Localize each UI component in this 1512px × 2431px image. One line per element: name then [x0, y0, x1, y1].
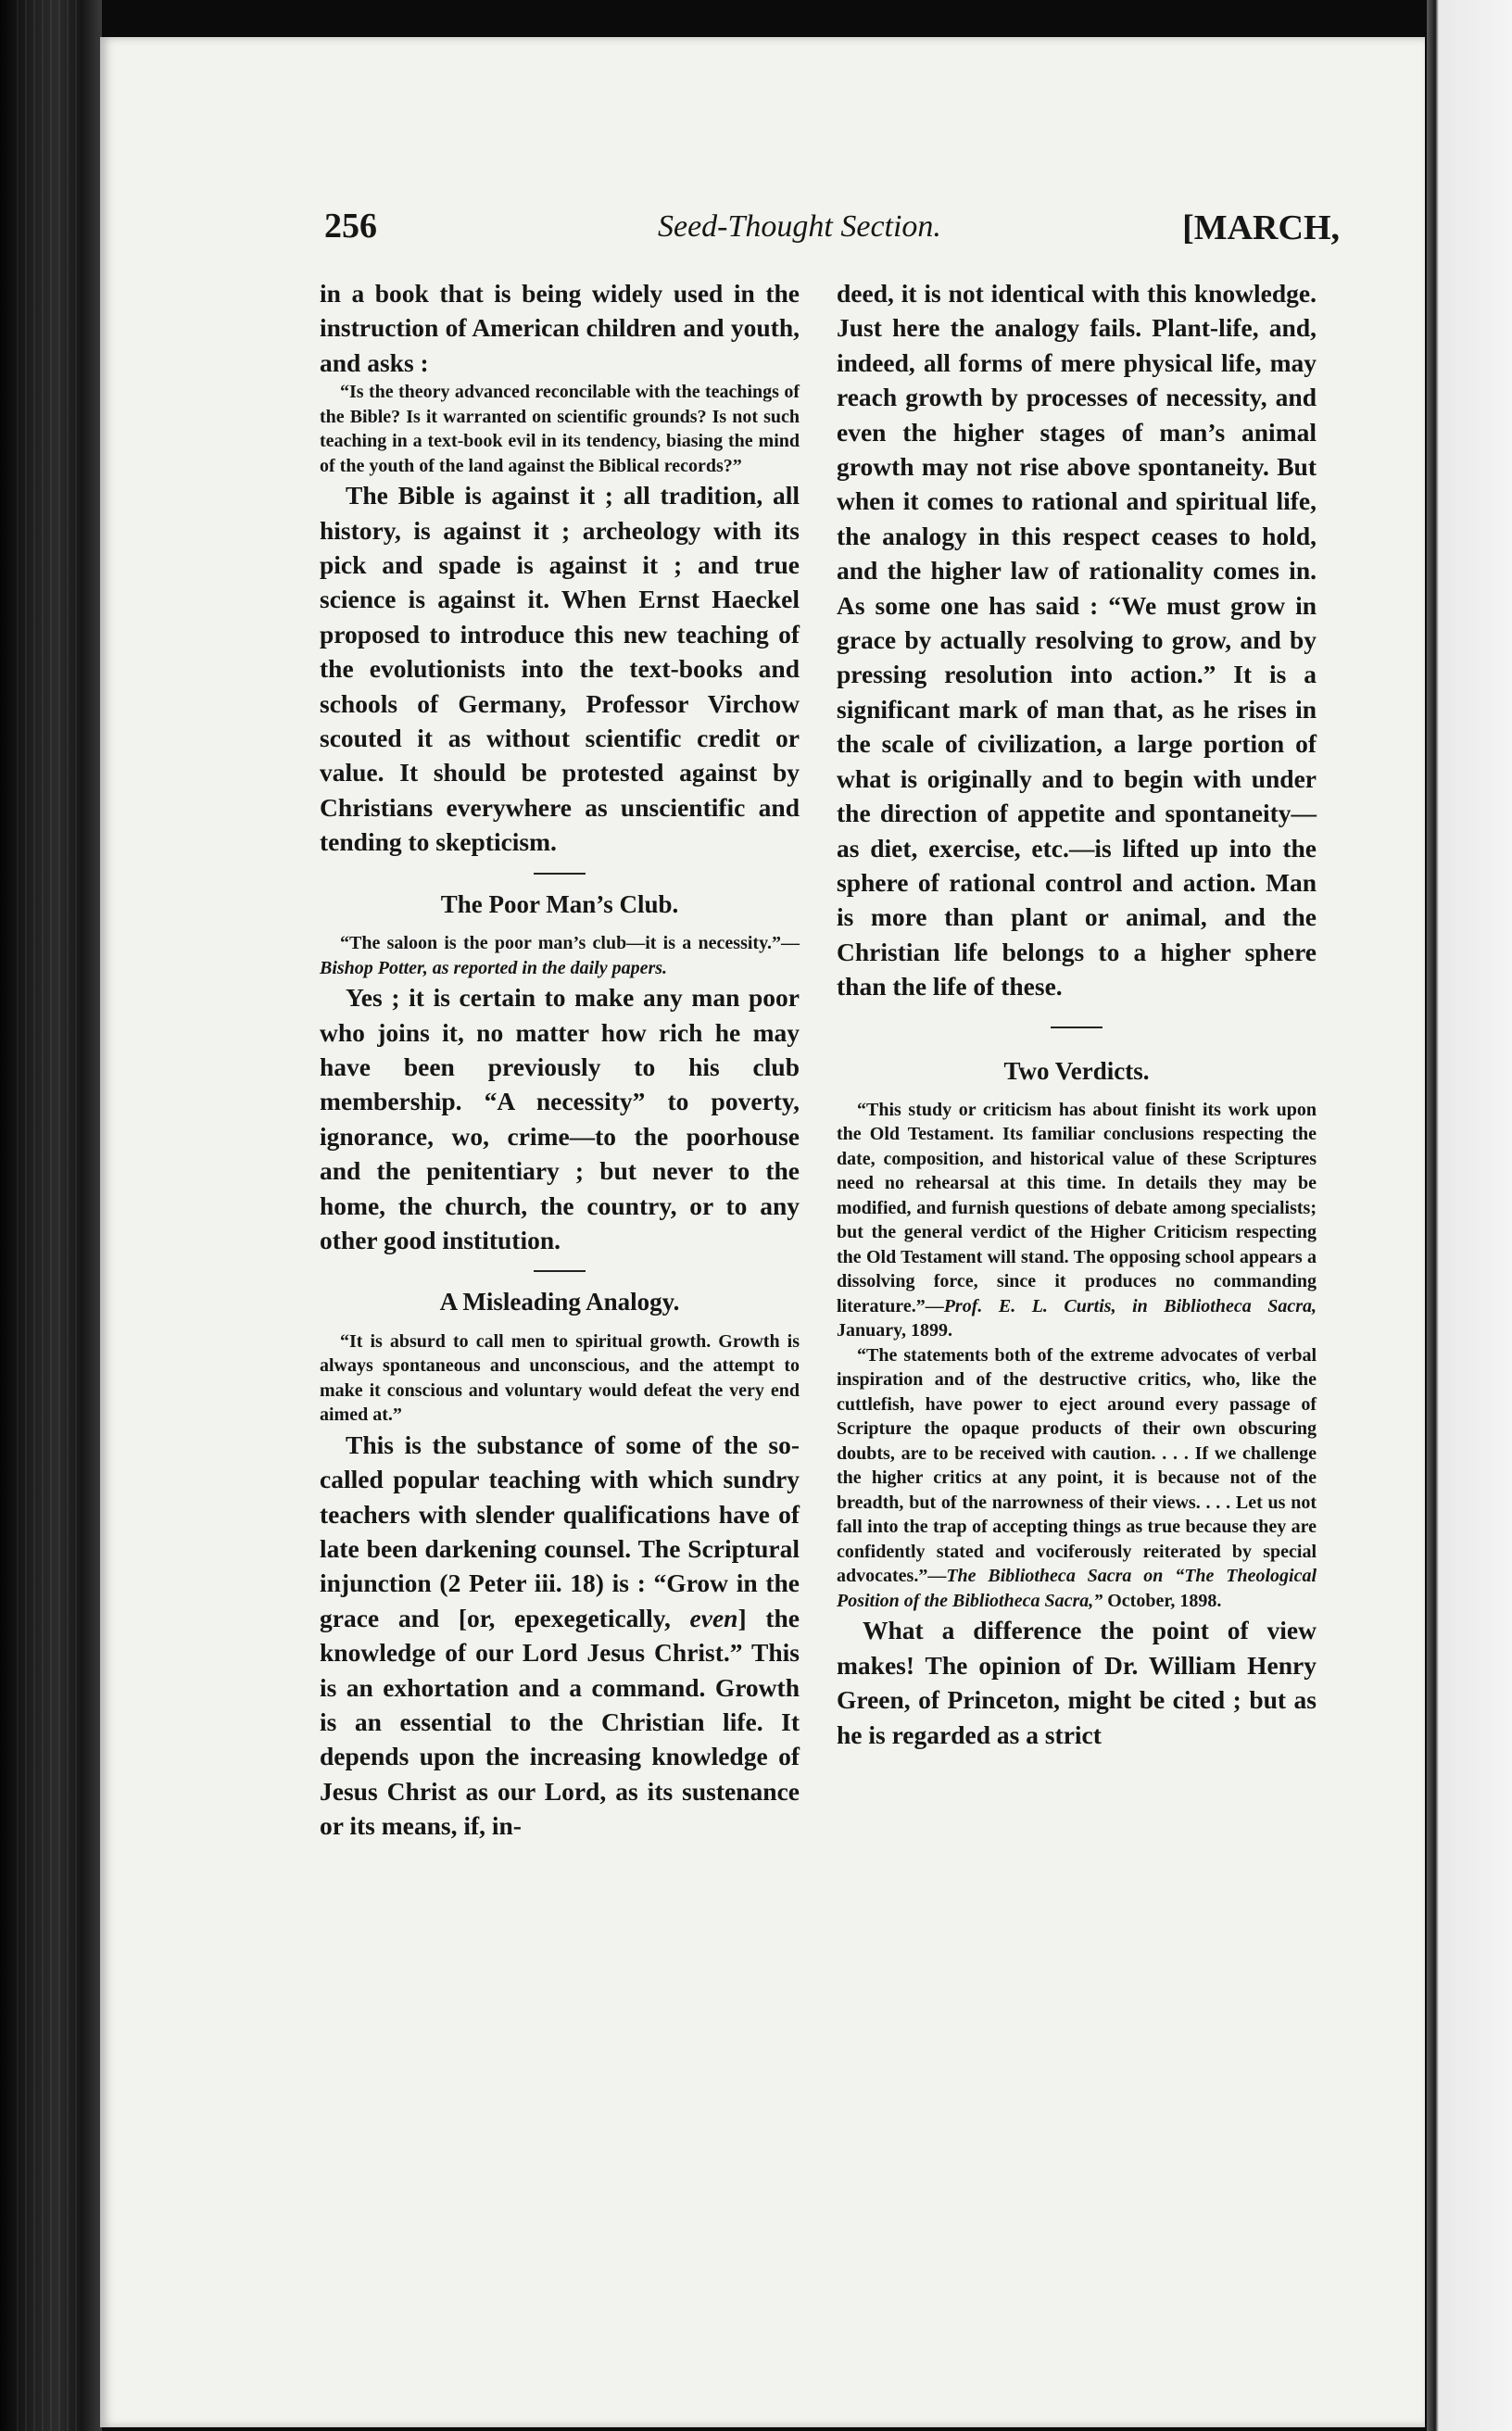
block-quote	[837, 1098, 1317, 1343]
paragraph-text: ] the knowledge of our Lord Jesus Christ.” This is an exhortation and a command. Growth is an essential to the Christian life. It depends upon the increasing knowledge of Jesus Christ as our Lord, as its sustenance or its means, if, in-	[320, 1603, 800, 1841]
paragraph: Yes ; it is certain to make any man poor who joins it, no matter how rich he may have been previously to his club membership. “A necessity” to poverty, ignorance, wo, crime—to the poorhouse and the penitentiary ; but never to the home, the church, the country, or to any other good institution.	[320, 983, 800, 1254]
quote-text: “The statements both of the extreme advocates of verbal inspiration and of the destructive critics, who, like the cuttlefish, have power to eject around every passage of Scripture the opaque products of their own obscuring doubts, are to be received with caution. . . . If we challenge the higher critics at any point, it is because not of the breadth, but of the narrowness of their views. . . . Let us not fall into the trap of accepting things as true because they are confidently stated and vociferously reiterated by special advocates.”—	[837, 1344, 1317, 1587]
paragraph: The Bible is against it ; all tradition, all history, is against it ; archeology with its pick and spade is against it ; and true science is against it. When Ernst Haeckel proposed to introduce this new teaching of the evolutionists into the text-books and schools of Germany, Professor Virchow scouted it as without scientific credit or value. It should be protested against by Christians everywhere as unscientific and tending to skepticism.	[320, 481, 800, 857]
quote-source: Bishop Potter, as reported in the daily papers.	[320, 957, 668, 978]
binding-texture	[17, 0, 82, 2431]
page-number: 256	[324, 207, 377, 246]
quote-date: October, 1898.	[1102, 1590, 1222, 1611]
left-column	[320, 276, 800, 1844]
paragraph	[320, 1428, 800, 1844]
quote-source: The Bibliotheca Sacra on “The Theological Position of the Bibliotheca Sacra,”	[837, 1566, 1317, 1611]
page-header	[324, 206, 1340, 261]
quote-date: January, 1899.	[837, 1320, 953, 1341]
paragraph: What a difference the point of view makes! The opinion of Dr. William Henry Green, of Princeton, might be cited ; but as he is regarded as a strict	[837, 1616, 1317, 1749]
running-head: Seed-Thought Section.	[658, 209, 941, 244]
quote-text: “The saloon is the poor man’s club—it is a necessity.”—	[340, 933, 800, 954]
block-quote: “Is the theory advanced reconcilable with the teachings of the Bible? Is it warranted on scientific grounds? Is not such teaching in a text-book evil in its tendency, biasing the mind of the youth of the land against the Biblical records?”	[320, 382, 800, 476]
next-page-edge	[1427, 0, 1512, 2431]
block-quote: “It is absurd to call men to spiritual growth. Growth is always spontaneous and unconscious, and the attempt to make it conscious and voluntary would defeat the very end aimed at.”	[320, 1330, 800, 1426]
section-heading-two-verdicts: Two Verdicts.	[1003, 1056, 1150, 1085]
paragraph: deed, it is not identical with this knowledge. Just here the analogy fails. Plant-life, and, indeed, all forms of mere physical life, may reach growth by processes of necessity, and even the higher stages of man’s animal growth may not rise above spontaneity. But when it comes to rational and spiritual life, the analogy in this respect ceases to hold, and the higher law of rationality comes in. As some one has said : “We must grow in grace by actually resolving to grow, and by pressing resolution into action.” It is a significant mark of man that, as he rises in the scale of civilization, a large portion of what is originally and to begin with under the direction of appetite and spontaneity—as diet, exercise, etc.—is lifted up into the sphere of rational control and action. Man is more than plant or animal, and the Christian life belongs to a higher sphere than the life of these.	[837, 279, 1317, 1001]
month-label: [MARCH,	[1182, 208, 1340, 247]
section-heading-poor-mans-club: The Poor Man’s Club.	[440, 889, 679, 918]
emphasis-text: even	[689, 1603, 738, 1632]
paragraph-text: This is the substance of some of the so-called popular teaching with which sundry teachers with slender qualifications have of late been darkening counsel. The Scriptural injunction (2 Peter iii. 18) is : “Grow in the grace and [or, epexegetically,	[320, 1430, 800, 1632]
block-quote	[320, 931, 800, 980]
section-divider	[534, 1270, 586, 1272]
block-quote	[837, 1343, 1317, 1614]
section-divider	[1051, 1027, 1102, 1028]
quote-text: “This study or criticism has about finisht its work upon the Old Testament. Its familiar conclusions respecting the date, composition, and historical value of these Scriptures need no rehearsal at this time. In details they may be modified, and furnish questions of debate among specialists; but the general verdict of the Higher Criticism respecting the Old Testament will stand. The opposing school appears a dissolving force, since it produces no commanding literature.”—	[837, 1099, 1317, 1316]
quote-source: Prof. E. L. Curtis, in Bibliotheca Sacra,	[943, 1295, 1317, 1316]
section-heading-misleading-analogy: A Misleading Analogy.	[439, 1288, 680, 1316]
section-divider	[534, 873, 586, 875]
right-column	[837, 276, 1317, 1752]
intro-paragraph: in a book that is being widely used in the instruction of American children and youth, and asks :	[320, 279, 800, 377]
